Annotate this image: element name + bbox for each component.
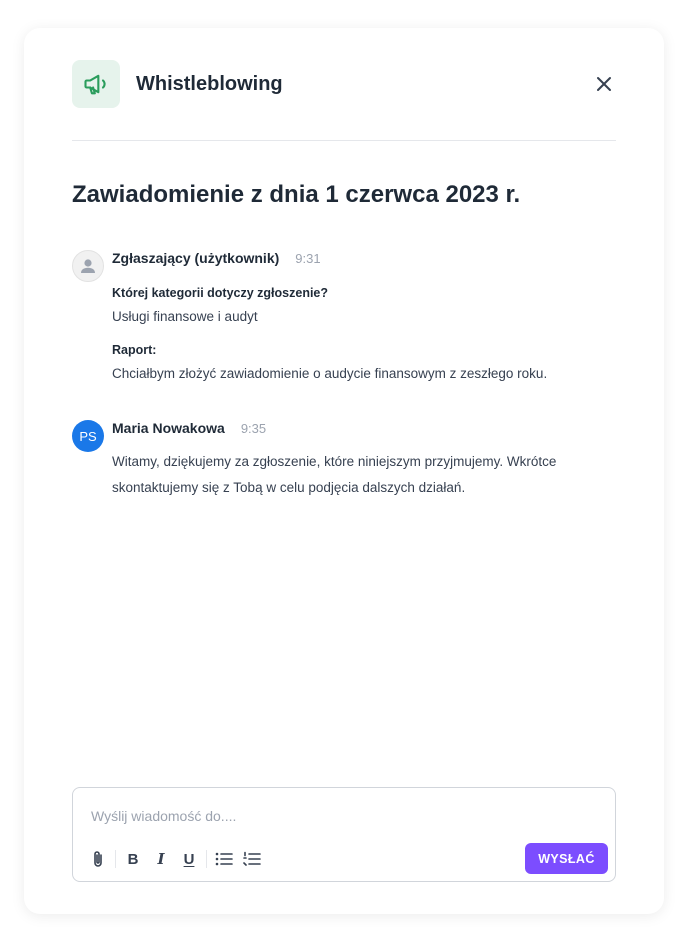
field-label: Której kategorii dotyczy zgłoszenie? [112,286,329,300]
close-button[interactable] [588,68,620,100]
close-icon [595,75,613,93]
italic-button[interactable]: I [157,850,165,868]
attach-button[interactable] [87,848,109,870]
formatting-toolbar [87,848,263,870]
send-button[interactable]: WYSŁAĆ [525,843,608,874]
avatar [72,250,104,282]
bullet-list-icon [215,851,233,867]
message-item [72,250,616,380]
app-title: Whistleblowing [136,73,283,95]
user-icon [78,256,98,276]
message-input[interactable] [91,806,591,826]
numbered-list-button[interactable] [241,848,263,870]
message-composer [72,787,616,882]
dialog-header [72,60,616,108]
message-header [112,250,616,270]
header-divider [72,140,616,141]
whistleblowing-dialog [24,28,664,914]
toolbar-divider [206,850,207,868]
message-body [112,420,616,501]
message-time: 9:35 [240,421,267,436]
numbered-list-icon [243,851,261,867]
message-body [112,250,616,381]
page-title: Zawiadomienie z dnia 1 czerwca 2023 r. [72,181,521,208]
message-author: Maria Nowakowa [112,420,225,436]
message-item [72,420,616,510]
bullet-list-button[interactable] [213,848,235,870]
message-text: Witamy, dziękujemy za zgłoszenie, które niniejszym przyjmujemy. Wkrótce skontaktujemy się z Tobą w celu podjęcia dalszych działań. [112,454,557,495]
message-header [112,420,616,440]
field-value: Usługi finansowe i audyt [112,309,258,324]
field-label: Raport: [112,343,157,357]
message-time: 9:31 [295,251,321,266]
paperclip-icon [90,849,106,869]
toolbar-divider [115,850,116,868]
underline-button[interactable]: U [183,850,195,868]
message-author: Zgłaszający (użytkownik) [112,250,280,266]
avatar: PS [72,420,104,452]
bold-button[interactable]: B [127,850,139,868]
megaphone-icon [72,60,120,108]
field-value: Chciałbym złożyć zawiadomienie o audycie finansowym z zeszłego roku. [112,366,548,381]
